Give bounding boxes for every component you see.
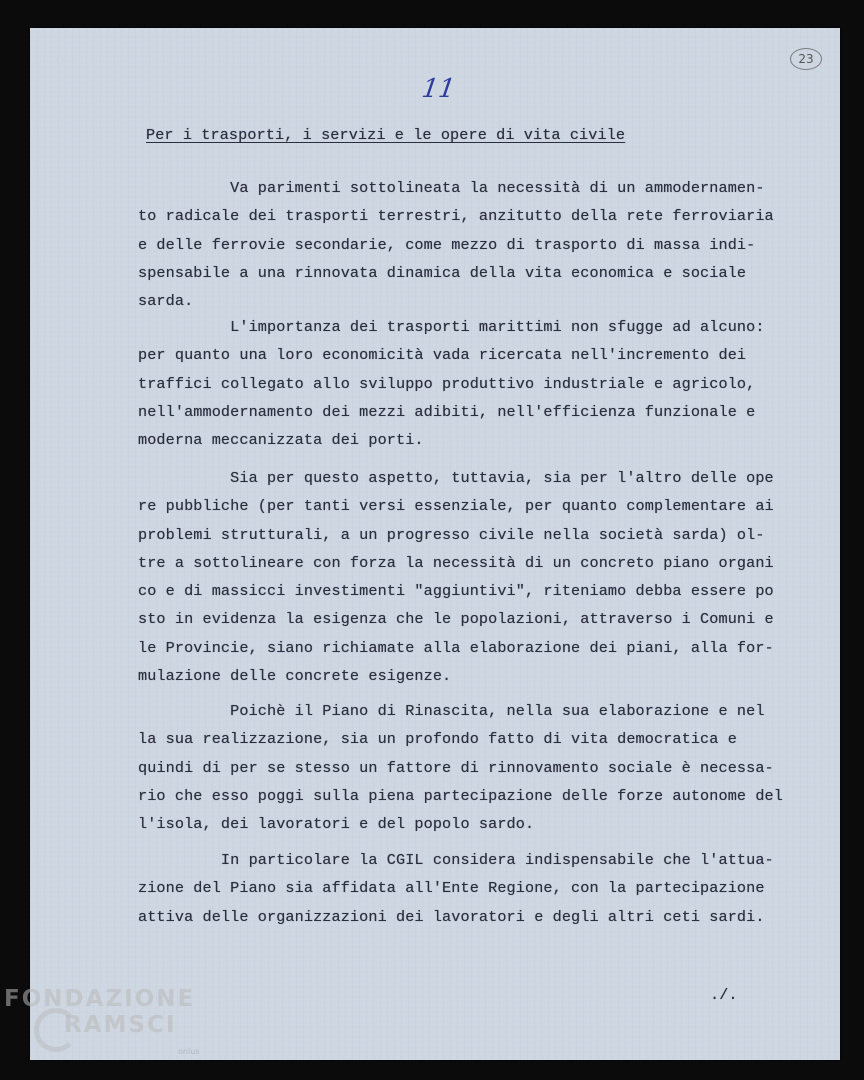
watermark-logo: [4, 986, 195, 1038]
continuation-mark: ./.: [710, 986, 738, 1004]
watermark-line2: RAMSCI: [4, 1012, 195, 1038]
section-heading: Per i trasporti, i servizi e le opere di vita civile: [146, 126, 626, 144]
paragraph-public-works: Sia per questo aspetto, tuttavia, sia per l'altro delle ope re pubbliche (per tanti versi essenziale, per quanto complementare ai problemi strutturali, a un progresso civile nella società sarda) ol- tre a sottolineare con forza la necessità di un concreto piano organi co e di massicci investimenti "aggiuntivi", riteniamo debba essere po sto in evidenza la esigenza che le popolazioni, attraverso i Comuni e le Provincie, siano richiamate alla elaborazione dei piani, alla for- mulazione delle concrete esigenze.: [138, 469, 774, 686]
watermark-line1: FONDAZIONE: [4, 986, 196, 1012]
paragraph-maritime: L'importanza dei trasporti marittimi non sfugge ad alcuno: per quanto una loro economicità vada ricercata nell'incremento dei traffici collegato allo sviluppo produttivo industriale e agricolo, nell'ammodernamento dei mezzi adibiti, nell'efficienza funzionale e moderna meccanizzata dei porti.: [138, 318, 765, 450]
folio-number: 23: [790, 48, 822, 70]
watermark-g-icon: [34, 1008, 78, 1052]
corner-mark: . . .: [54, 52, 100, 63]
document-page: [30, 28, 840, 1060]
watermark-sub: onlus: [178, 1047, 200, 1056]
paragraph-railways: Va parimenti sottolineata la necessità di un ammodernamen- to radicale dei trasporti terrestri, anzitutto della rete ferroviaria e delle ferrovie secondarie, come mezzo di trasporto di massa indi- spensabile a una rinnovata dinamica della vita economica e sociale sarda.: [138, 179, 774, 311]
paragraph-cgil: In particolare la CGIL considera indispensabile che l'attua- zione del Piano sia affidata all'Ente Regione, con la partecipazione attiva delle organizzazioni dei lavoratori e degli altri ceti sardi.: [138, 851, 774, 926]
handwritten-page-number: 11: [419, 74, 458, 104]
paragraph-rebirth-plan: Poichè il Piano di Rinascita, nella sua elaborazione e nel la sua realizzazione, sia un profondo fatto di vita democratica e quindi di per se stesso un fattore di rinnovamento sociale è necessa- rio che esso poggi sulla piena partecipazione delle forze autonome del l'isola, dei lavoratori e del popolo sardo.: [138, 702, 783, 834]
